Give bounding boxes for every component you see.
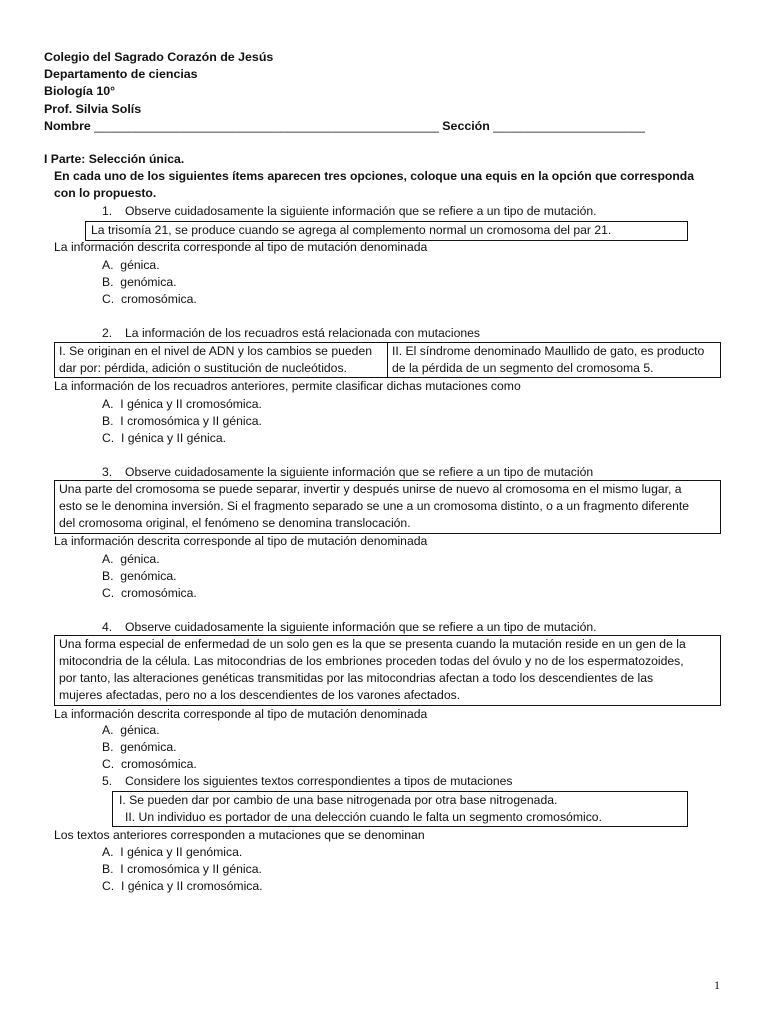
option-text: I génica y II cromosómica. (120, 397, 262, 411)
question-5-option-a (102, 844, 242, 861)
option-letter: A. (102, 397, 114, 411)
option-letter: B. (102, 862, 114, 876)
option-text: I génica y II cromosómica. (120, 879, 263, 893)
option-letter: B. (102, 740, 114, 754)
question-5-stem: Los textos anteriores corresponden a mutaciones que se denominan (54, 828, 425, 842)
question-3-stem: La información descrita corresponde al tipo de mutación denominada (54, 534, 428, 548)
option-letter: C. (102, 586, 115, 600)
question-2-option-c (102, 430, 226, 447)
question-2-box-left-line-1: I. Se originan en el nivel de ADN y los cambios se pueden (59, 344, 372, 358)
section-blank: ______________________ (493, 119, 645, 133)
question-2-box-left-line-2: dar por: pérdida, adición o sustitución de nucleótidos. (59, 361, 347, 375)
option-text: cromosómica. (120, 586, 197, 600)
option-letter: A. (102, 845, 114, 859)
name-label: Nombre (44, 119, 91, 133)
name-section-row (44, 118, 645, 135)
question-3-number: 3. (102, 465, 113, 479)
option-text: genómica. (120, 569, 177, 583)
question-4-box-line-2: mitocondria de la célula. Las mitocondrias de los embriones proceden todas del óvulo y no de los espermatozoides, (59, 654, 684, 668)
option-text: génica. (120, 552, 160, 566)
question-2-box (54, 342, 721, 378)
instructions-line-1: En cada uno de los siguientes ítems aparecen tres opciones, coloque una equis en la opción que corresponda (54, 169, 694, 183)
question-4-box-line-4: mujeres afectadas, pero no a los descendientes de los varones afectados. (59, 688, 461, 702)
question-1-box (85, 221, 688, 241)
option-letter: B. (102, 569, 114, 583)
question-3-box-line-2: esto se le denomina inversión. Si el fragmento separado se une a un cromosoma distinto, o a un fragmento diferente (59, 499, 690, 513)
question-4-option-a (102, 722, 160, 739)
question-1-option-b (102, 274, 177, 291)
option-text: génica. (120, 723, 160, 737)
option-text: I génica y II genómica. (120, 845, 243, 859)
question-5-option-c (102, 878, 263, 895)
question-4-box-line-3: por tanto, las alteraciones genéticas transmitidas por las mitocondrias afectan a todo los descendientes de las (59, 671, 654, 685)
option-text: cromosómica. (120, 757, 197, 771)
option-letter: C. (102, 757, 115, 771)
option-letter: C. (102, 431, 115, 445)
question-3-prompt: Observe cuidadosamente la siguiente información que se refiere a un tipo de mutación (125, 465, 594, 479)
question-2-option-b (102, 413, 262, 430)
option-letter: C. (102, 879, 115, 893)
question-2-box-divider (387, 343, 388, 377)
page-number: 1 (714, 978, 720, 992)
question-1-option-c (102, 291, 197, 308)
question-3-option-a (102, 551, 160, 568)
option-text: I cromosómica y II génica. (120, 414, 262, 428)
question-3-option-b (102, 568, 177, 585)
question-3-box (54, 480, 721, 534)
question-1-box-text: La trisomía 21, se produce cuando se agrega al complemento normal un cromosoma del par 21. (91, 223, 612, 237)
option-letter: A. (102, 552, 114, 566)
course-name: Biología 10° (44, 84, 116, 98)
question-2-box-right-line-2: de la pérdida de un segmento del cromosoma 5. (392, 361, 654, 375)
option-letter: A. (102, 723, 114, 737)
instructions-line-2: con lo propuesto. (54, 186, 157, 200)
question-1-prompt: Observe cuidadosamente la siguiente información que se refiere a un tipo de mutación. (125, 204, 597, 218)
question-4-prompt: Observe cuidadosamente la siguiente información que se refiere a un tipo de mutación. (125, 620, 597, 634)
question-2-number: 2. (102, 326, 113, 340)
option-letter: A. (102, 258, 114, 272)
question-4-box-line-1: Una forma especial de enfermedad de un solo gen es la que se presenta cuando la mutación reside en un gen de la (59, 637, 686, 651)
option-text: génica. (120, 258, 160, 272)
option-text: I cromosómica y II génica. (120, 862, 262, 876)
question-1-number: 1. (102, 204, 113, 218)
section-label: Sección (442, 119, 490, 133)
question-3-option-c (102, 585, 197, 602)
question-5-box-line-1: I. Se pueden dar por cambio de una base nitrogenada por otra base nitrogenada. (119, 793, 558, 807)
question-4-number: 4. (102, 620, 113, 634)
question-2-stem: La información de los recuadros anteriores, permite clasificar dichas mutaciones como (54, 379, 521, 393)
question-5-prompt: Considere los siguientes textos correspondientes a tipos de mutaciones (125, 774, 513, 788)
option-text: genómica. (120, 275, 177, 289)
question-5-option-b (102, 861, 262, 878)
question-3-box-line-1: Una parte del cromosoma se puede separar, invertir y después unirse de nuevo al cromosoma en el mismo lugar, a (59, 482, 682, 496)
option-text: I génica y II génica. (120, 431, 226, 445)
option-text: genómica. (120, 740, 177, 754)
question-4-option-c (102, 756, 197, 773)
name-blank: __________________________________________________ (94, 119, 439, 133)
question-2-prompt: La información de los recuadros está relacionada con mutaciones (125, 326, 480, 340)
question-5-number: 5. (102, 774, 113, 788)
question-5-box-line-2: II. Un individuo es portador de una delección cuando le falta un segmento cromosómico. (125, 810, 602, 824)
question-4-option-b (102, 739, 177, 756)
question-3-box-line-3: del cromosoma original, el fenómeno se denomina translocación. (59, 516, 411, 530)
part-title: I Parte: Selección única. (44, 152, 185, 166)
question-1-stem: La información descrita corresponde al tipo de mutación denominada (54, 240, 428, 254)
option-letter: B. (102, 275, 114, 289)
department-name: Departamento de ciencias (44, 67, 198, 81)
question-5-box (112, 791, 688, 827)
question-2-option-a (102, 396, 262, 413)
question-2-box-right-line-1: II. El síndrome denominado Maullido de gato, es producto (392, 344, 705, 358)
option-letter: C. (102, 292, 115, 306)
option-text: cromosómica. (120, 292, 197, 306)
option-letter: B. (102, 414, 114, 428)
question-4-stem: La información descrita corresponde al tipo de mutación denominada (54, 707, 428, 721)
teacher-name: Prof. Silvia Solís (44, 102, 142, 116)
question-4-box (54, 635, 721, 706)
school-name: Colegio del Sagrado Corazón de Jesús (44, 50, 274, 64)
question-1-option-a (102, 257, 160, 274)
